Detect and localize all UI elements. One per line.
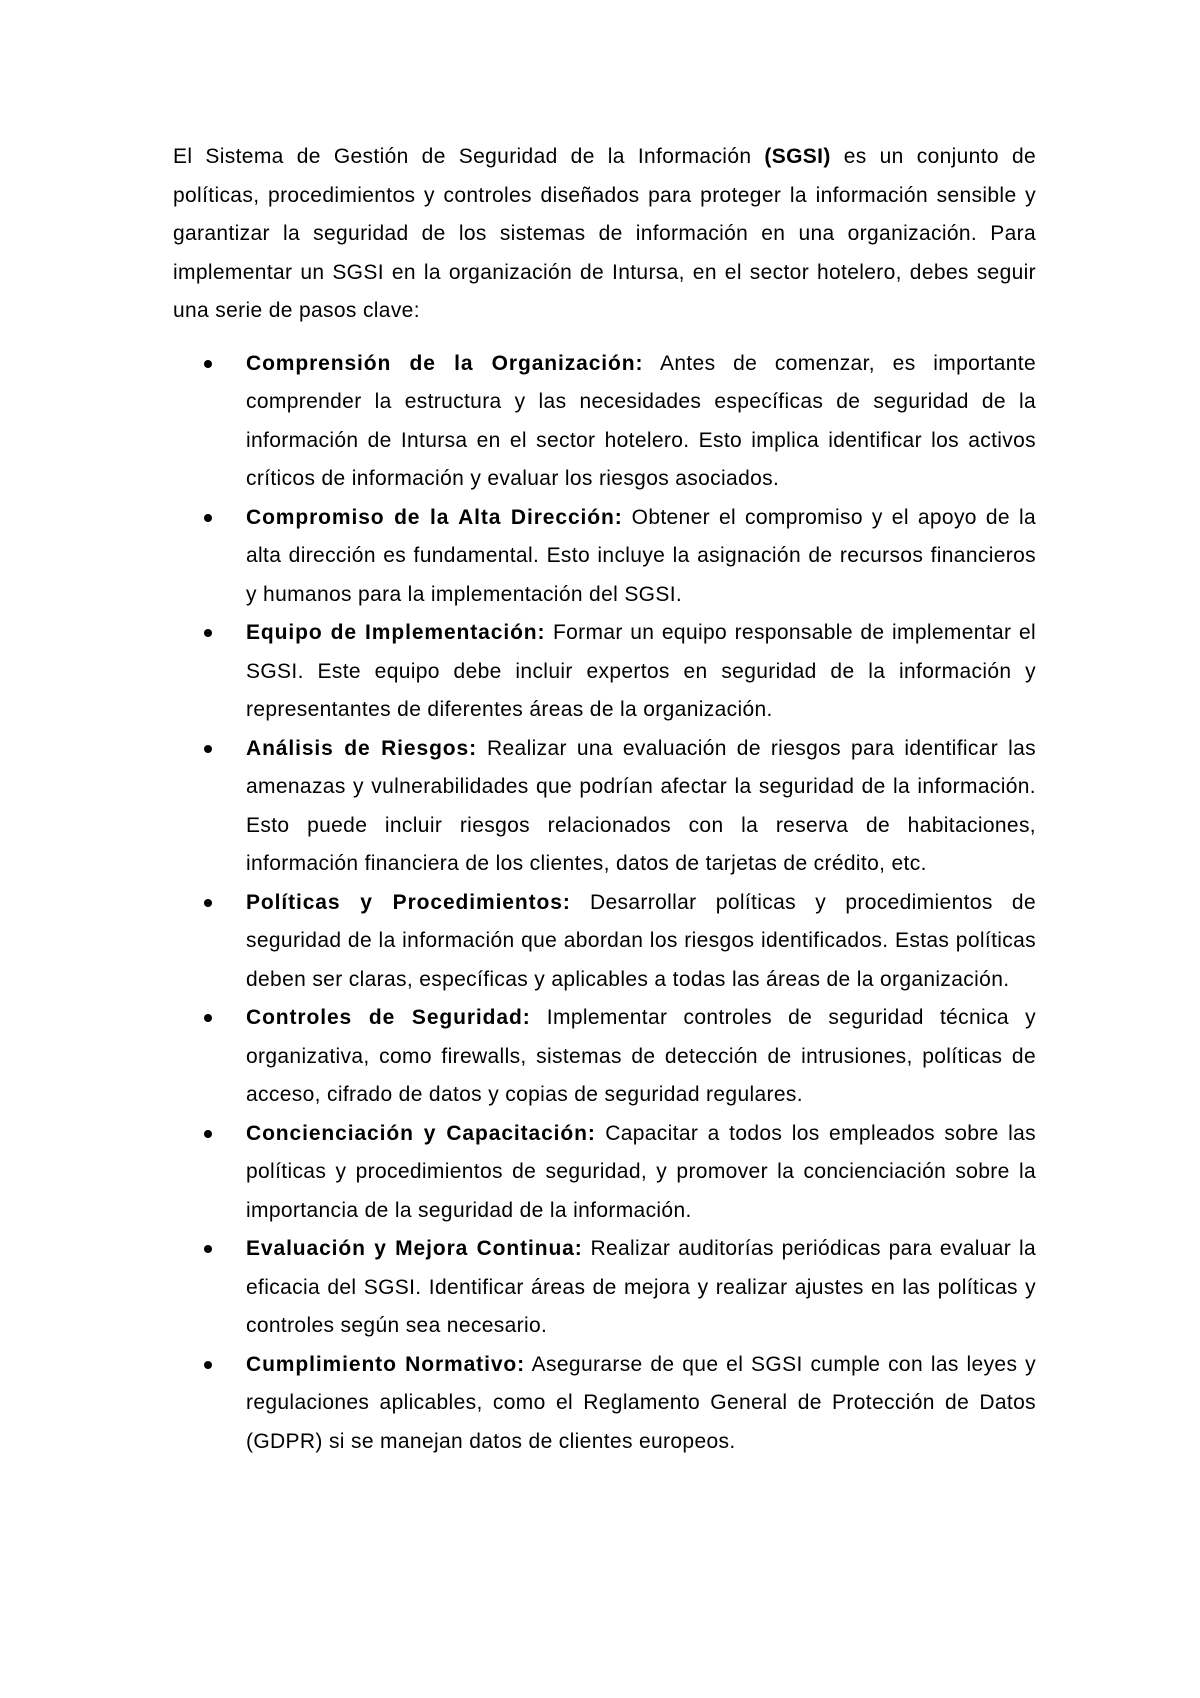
list-item bbox=[173, 1346, 1036, 1462]
intro-paragraph bbox=[173, 138, 1036, 331]
list-item bbox=[173, 614, 1036, 730]
bullet-icon bbox=[204, 360, 212, 368]
bullet-icon bbox=[204, 1361, 212, 1369]
step-text: Realizar auditorías periódicas para evaluar la eficacia del SGSI. Identificar áreas de mejora y realizar ajustes en las políticas y controles según sea necesario. bbox=[246, 1237, 1036, 1337]
bullet-icon bbox=[204, 514, 212, 522]
step-term: Controles de Seguridad: bbox=[246, 1006, 531, 1029]
step-text: Obtener el compromiso y el apoyo de la alta dirección es fundamental. Esto incluye la asignación de recursos financieros y humanos para la implementación del SGSI. bbox=[246, 505, 1036, 606]
list-item bbox=[173, 884, 1036, 1000]
step-text: Desarrollar políticas y procedimientos de seguridad de la información que abordan los riesgos identificados. Estas políticas deben ser claras, específicas y aplicables a todas las áreas de la organización. bbox=[246, 890, 1036, 991]
document-page bbox=[173, 138, 1036, 1461]
list-item bbox=[173, 999, 1036, 1115]
step-term: Compromiso de la Alta Dirección: bbox=[246, 505, 623, 529]
intro-acronym: (SGSI) bbox=[764, 145, 831, 168]
bullet-icon bbox=[204, 1014, 212, 1022]
list-item bbox=[173, 730, 1036, 884]
intro-text-after: es un conjunto de políticas, procedimientos y controles diseñados para proteger la información sensible y garantizar la seguridad de los sistemas de información en una organización. Para implementar un SGSI en la organización de Intursa, en el sector hotelero, debes seguir una serie de pasos clave: bbox=[173, 145, 1036, 322]
step-term: Concienciación y Capacitación: bbox=[246, 1121, 596, 1145]
list-item bbox=[173, 499, 1036, 615]
bullet-icon bbox=[204, 1130, 212, 1138]
bullet-icon bbox=[204, 745, 212, 753]
list-item bbox=[173, 1230, 1036, 1346]
list-item bbox=[173, 345, 1036, 499]
step-text: Asegurarse de que el SGSI cumple con las leyes y regulaciones aplicables, como el Reglamento General de Protección de Datos (GDPR) si se manejan datos de clientes europeos. bbox=[246, 1352, 1036, 1453]
step-term: Equipo de Implementación: bbox=[246, 621, 546, 644]
step-text: Antes de comenzar, es importante comprender la estructura y las necesidades específicas de seguridad de la información de Intursa en el sector hotelero. Esto implica identificar los activos críticos de información y evaluar los riesgos asociados. bbox=[246, 351, 1036, 490]
step-text: Capacitar a todos los empleados sobre las políticas y procedimientos de seguridad, y promover la concienciación sobre la importancia de la seguridad de la información. bbox=[246, 1121, 1036, 1222]
bullet-icon bbox=[204, 1245, 212, 1253]
step-term: Comprensión de la Organización: bbox=[246, 351, 644, 375]
step-text: Implementar controles de seguridad técnica y organizativa, como firewalls, sistemas de detección de intrusiones, políticas de acceso, cifrado de datos y copias de seguridad regulares. bbox=[246, 1006, 1036, 1106]
bullet-icon bbox=[204, 899, 212, 907]
list-item bbox=[173, 1115, 1036, 1231]
step-term: Evaluación y Mejora Continua: bbox=[246, 1237, 583, 1260]
step-text: Realizar una evaluación de riesgos para identificar las amenazas y vulnerabilidades que podrían afectar la seguridad de la información. Esto puede incluir riesgos relacionados con la reserva de habitaciones, información financiera de los clientes, datos de tarjetas de crédito, etc. bbox=[246, 736, 1036, 875]
step-term: Cumplimiento Normativo: bbox=[246, 1352, 526, 1376]
step-text: Formar un equipo responsable de implementar el SGSI. Este equipo debe incluir expertos en seguridad de la información y representantes de diferentes áreas de la organización. bbox=[246, 621, 1036, 721]
intro-text-before: El Sistema de Gestión de Seguridad de la Información bbox=[173, 145, 765, 168]
step-term: Análisis de Riesgos: bbox=[246, 736, 478, 760]
step-term: Políticas y Procedimientos: bbox=[246, 890, 571, 914]
bullet-icon bbox=[204, 629, 212, 637]
steps-list bbox=[173, 345, 1036, 1462]
